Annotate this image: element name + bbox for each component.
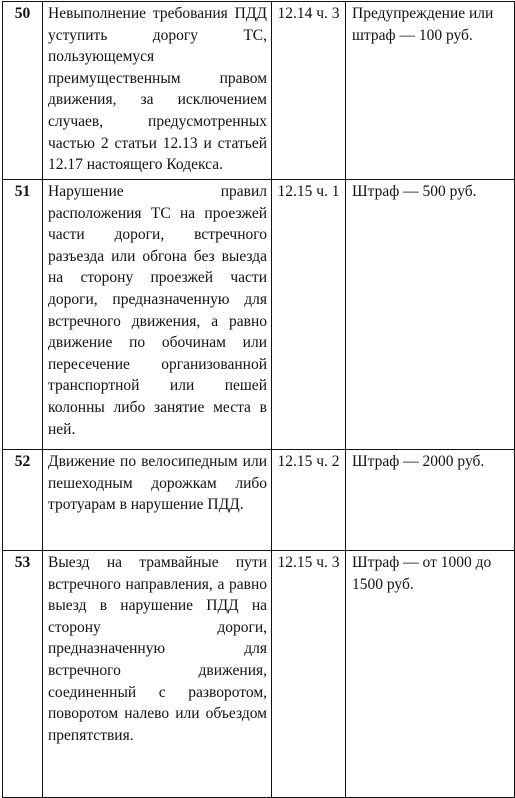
violation-description: Движение по велосипедным или пешеходным дорожкам либо тротуарам в нарушение ПДД. [43, 450, 272, 551]
table-row [3, 2, 515, 180]
penalty: Штраф — 2000 руб. [346, 450, 515, 551]
penalties-table [2, 1, 515, 798]
row-number: 53 [3, 551, 43, 798]
table-row [3, 551, 515, 798]
code-article: 12.14 ч. 3 [272, 2, 346, 180]
row-number: 50 [3, 2, 43, 180]
code-article: 12.15 ч. 2 [272, 450, 346, 551]
row-number: 52 [3, 450, 43, 551]
violation-description: Выезд на трамвайные пути встречного направления, а равно выезд в нарушение ПДД на сторону дороги, предназначенную для встречного движения, соединенный с разворотом, поворотом налево или объездом препятствия. [43, 551, 272, 798]
code-article: 12.15 ч. 3 [272, 551, 346, 798]
table-row [3, 450, 515, 551]
penalty: Штраф — от 1000 до 1500 руб. [346, 551, 515, 798]
row-number: 51 [3, 180, 43, 450]
table-row [3, 180, 515, 450]
penalty: Предупреждение или штраф — 100 руб. [346, 2, 515, 180]
violation-description: Нарушение правил расположения ТС на проезжей части дороги, встречного разъезда или обгона без выезда на сторону проезжей части дороги, предназначенную для встречного движения, а равно движение по обочинам или пересечение организованной транспортной или пешей колонны либо занятие места в ней. [43, 180, 272, 450]
penalty: Штраф — 500 руб. [346, 180, 515, 450]
code-article: 12.15 ч. 1 [272, 180, 346, 450]
violation-description: Невыполнение требования ПДД уступить дорогу ТС, пользующемуся преимущественным правом движения, за исключением случаев, предусмотренных частью 2 статьи 12.13 и статьей 12.17 настоящего Кодекса. [43, 2, 272, 180]
